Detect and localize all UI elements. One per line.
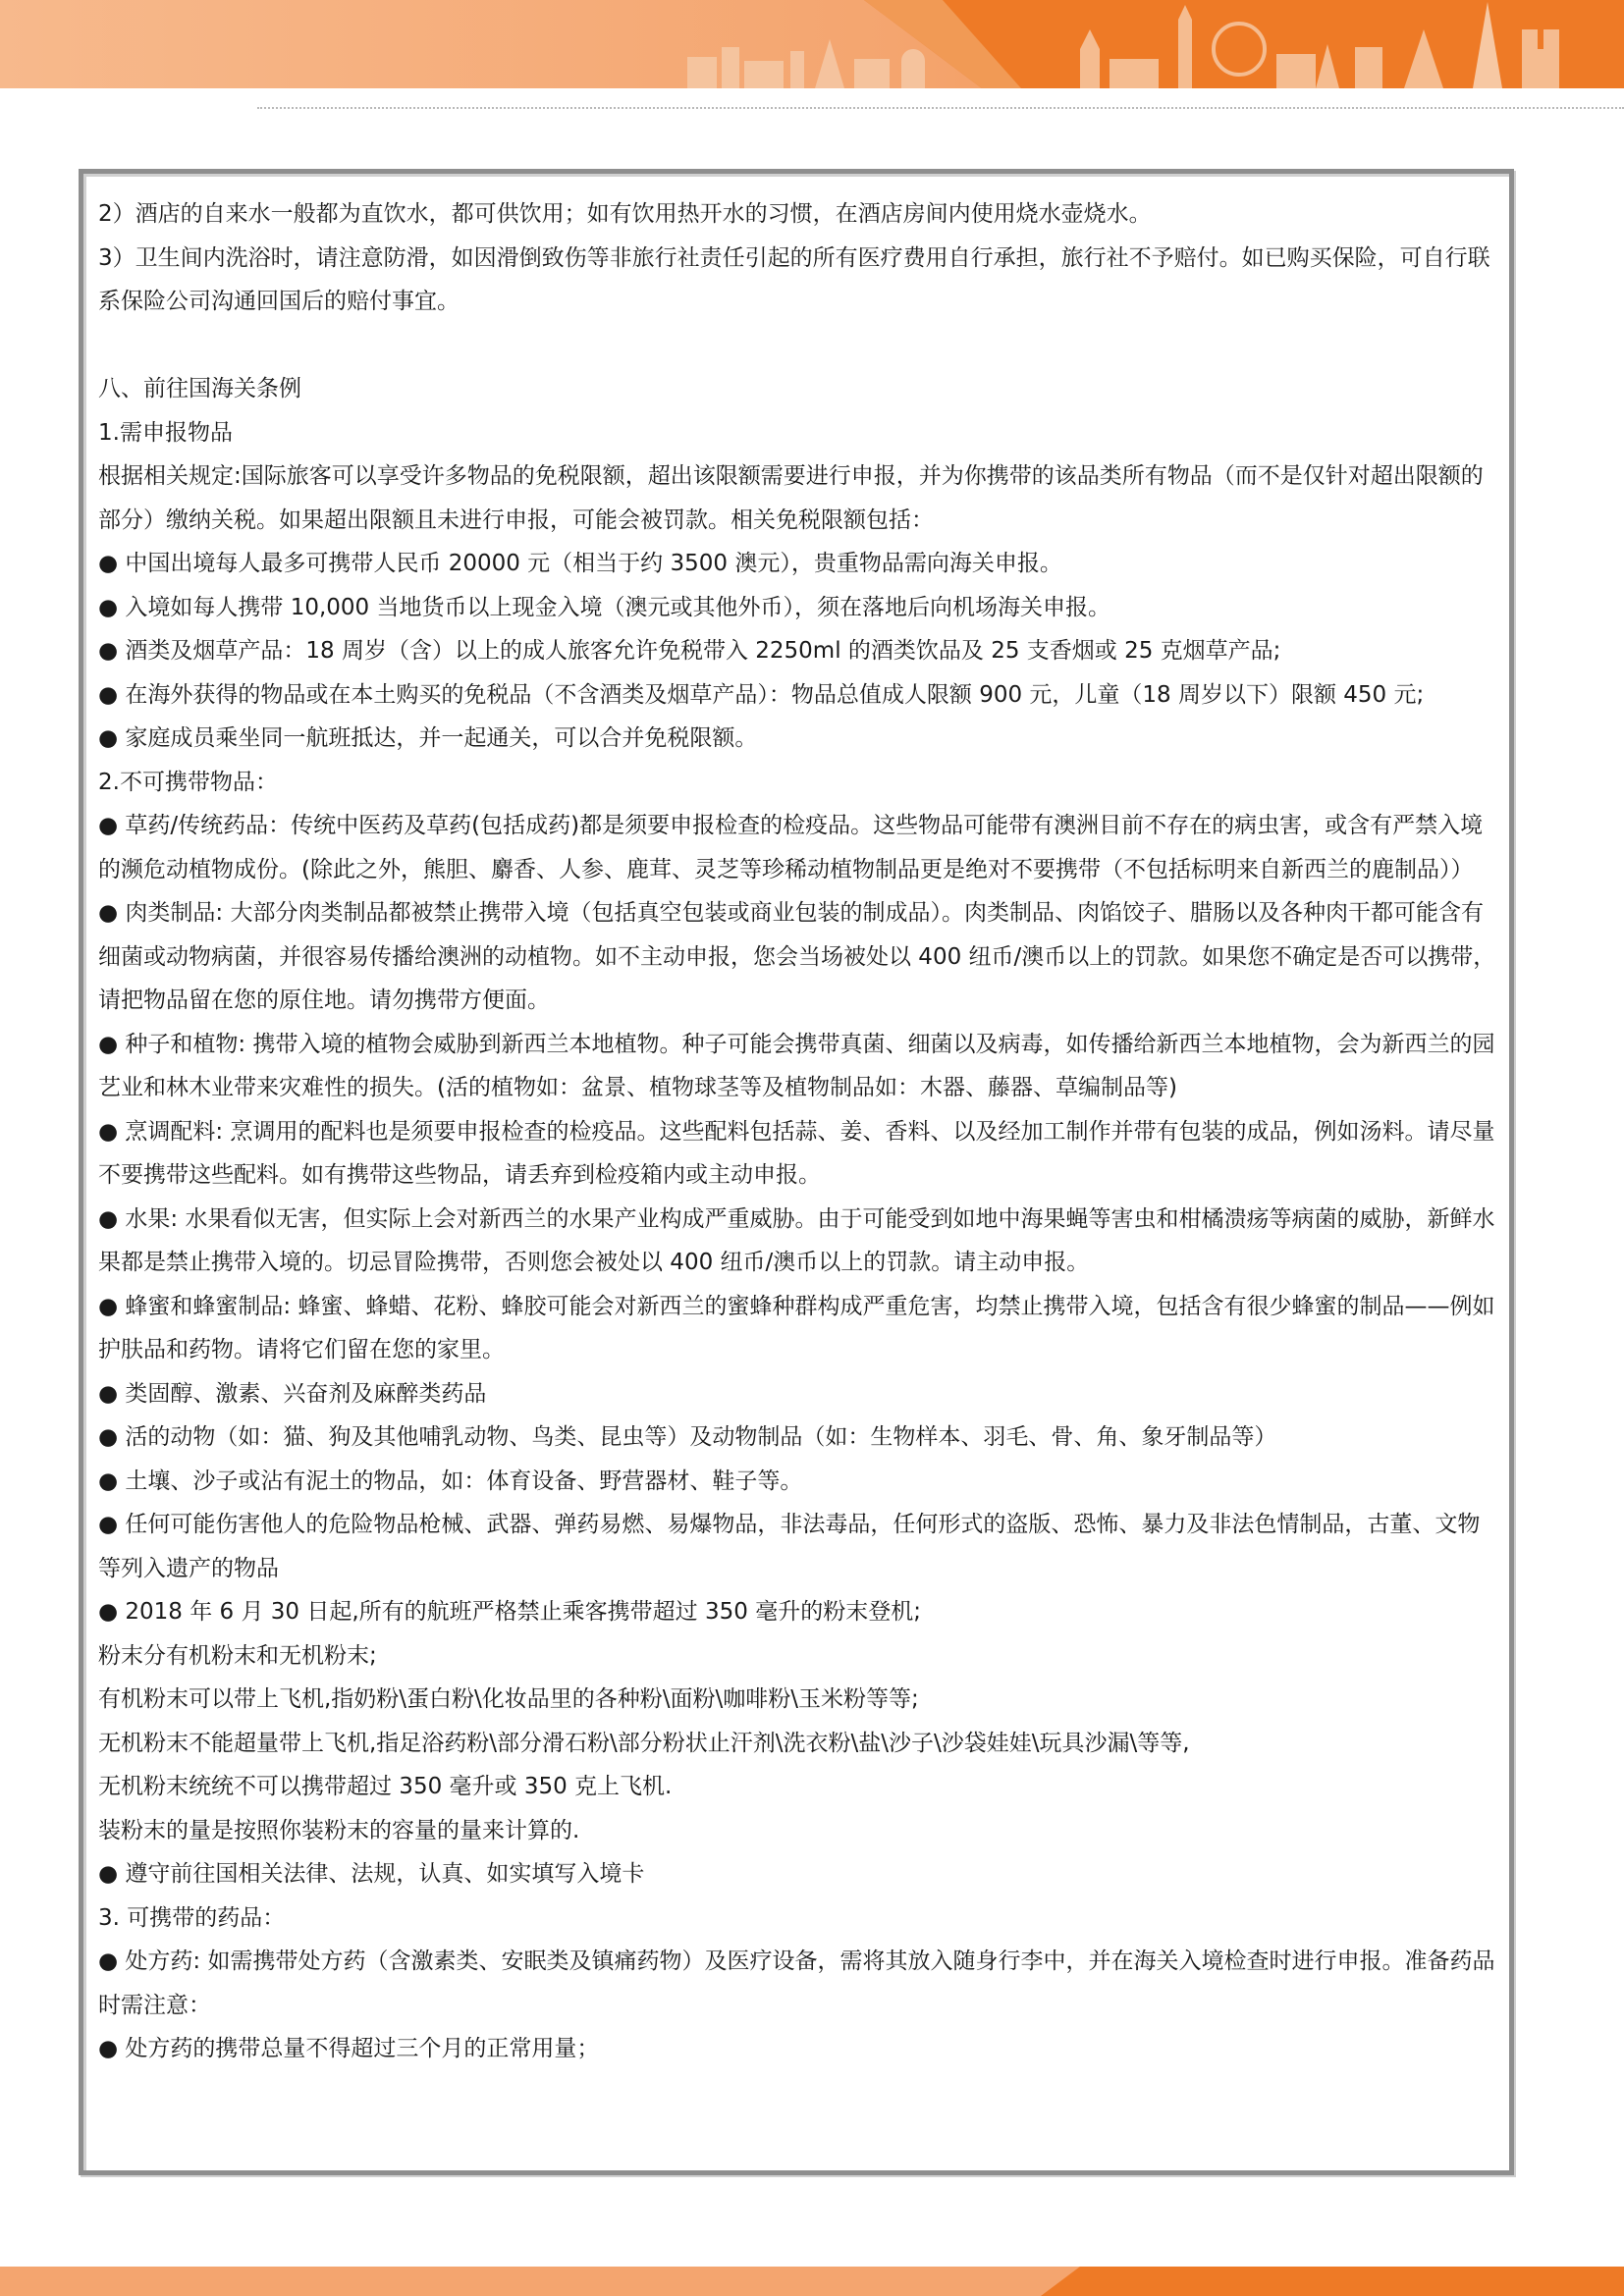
paragraph: 3）卫生间内洗浴时，请注意防滑，如因滑倒致伤等非旅行社责任引起的所有医疗费用自行承担，旅行社不予赔付。如已购买保险，可自行联系保险公司沟通回国后的赔付事宜。	[98, 244, 1490, 314]
bullet-item: ● 处方药: 如需携带处方药（含激素类、安眠类及镇痛药物）及医疗设备，需将其放入随身行李中，并在海关入境检查时进行申报。准备药品时需注意：	[98, 1949, 1495, 2018]
paragraph: 2）酒店的自来水一般都为直饮水，都可供饮用；如有饮用热开水的习惯，在酒店房间内使用烧水壶烧水。	[98, 201, 1152, 227]
bullet-item: ● 遵守前往国相关法律、法规，认真、如实填写入境卡	[98, 1861, 645, 1887]
subsection-heading: 3. 可携带的药品：	[98, 1904, 286, 1931]
bullet-item: ● 任何可能伤害他人的危险物品枪械、武器、弹药易燃、易爆物品，非法毒品，任何形式的盗版、恐怖、暴力及非法色情制品，古董、文物等列入遗产的物品	[98, 1512, 1481, 1581]
paragraph: 根据相关规定:国际旅客可以享受许多物品的免税限额，超出该限额需要进行申报，并为你携带的该品类所有物品（而不是仅针对超出限额的部分）缴纳关税。如果超出限额且未进行申报，可能会被罚款。相关免税限额包括：	[98, 463, 1484, 533]
paragraph: 装粉末的量是按照你装粉末的容量的量来计算的.	[98, 1817, 580, 1843]
section-heading: 八、前往国海关条例	[98, 376, 301, 401]
bullet-item: ● 在海外获得的物品或在本土购买的免税品（不含酒类及烟草产品）：物品总值成人限额 900 元，儿童（18 周岁以下）限额 450 元;	[98, 681, 1425, 708]
bullet-item: ● 水果: 水果看似无害，但实际上会对新西兰的水果产业构成严重威胁。由于可能受到如地中海果蝇等害虫和柑橘溃疡等病菌的威胁，新鲜水果都是禁止携带入境的。切忌冒险携带，否则您会被处以 400 纽币/澳币以上的罚款。请主动申报。	[98, 1205, 1495, 1275]
bullet-item: ● 活的动物（如：猫、狗及其他哺乳动物、鸟类、昆虫等）及动物制品（如：生物样本、羽毛、骨、角、象牙制品等）	[98, 1424, 1277, 1450]
paragraph: 粉末分有机粉末和无机粉末;	[98, 1642, 377, 1669]
bullet-item: ● 酒类及烟草产品：18 周岁（含）以上的成人旅客允许免税带入 2250ml 的酒类饮品及 25 支香烟或 25 克烟草产品;	[98, 638, 1281, 664]
bullet-item: ● 肉类制品: 大部分肉类制品都被禁止携带入境（包括真空包装或商业包装的制成品）。肉类制品、肉馅饺子、腊肠以及各种肉干都可能含有细菌或动物病菌，并很容易传播给澳洲的动植物。如不主动申报，您会当场被处以 400 纽币/澳币以上的罚款。如果您不确定是否可以携带，请把物品留在您的原住地。请勿携带方便面。	[98, 900, 1496, 1013]
bullet-item: ● 入境如每人携带 10,000 当地货币以上现金入境（澳元或其他外币），须在落地后向机场海关申报。	[98, 594, 1110, 620]
bullet-item: ● 烹调配料: 烹调用的配料也是须要申报检查的检疫品。这些配料包括蒜、姜、香料、以及经加工制作并带有包装的成品，例如汤料。请尽量不要携带这些配料。如有携带这些物品，请丢弃到检疫箱内或主动申报。	[98, 1118, 1495, 1188]
header-dotted-rule	[257, 107, 1624, 109]
blank-line	[98, 324, 1502, 368]
bullet-item: ● 种子和植物: 携带入境的植物会威胁到新西兰本地植物。种子可能会携带真菌、细菌以及病毒，如传播给新西兰本地植物，会为新西兰的园艺业和林木业带来灾难性的损失。(活的植物如：盆景、植物球茎等及植物制品如：木器、藤器、草编制品等)	[98, 1031, 1495, 1100]
header-banner	[0, 0, 1624, 88]
bullet-item: ● 中国出境每人最多可携带人民币 20000 元（相当于约 3500 澳元），贵重物品需向海关申报。	[98, 551, 1062, 576]
paragraph: 有机粉末可以带上飞机,指奶粉\蛋白粉\化妆品里的各种粉\面粉\咖啡粉\玉米粉等等;	[98, 1686, 919, 1712]
subsection-heading: 2.不可携带物品：	[98, 769, 278, 795]
bullet-item: ● 土壤、沙子或沾有泥土的物品，如：体育设备、野营器材、鞋子等。	[98, 1468, 803, 1494]
bullet-item: ● 处方药的携带总量不得超过三个月的正常用量；	[98, 2036, 600, 2061]
bullet-item: ● 蜂蜜和蜂蜜制品: 蜂蜜、蜂蜡、花粉、蜂胶可能会对新西兰的蜜蜂种群构成严重危害，均禁止携带入境，包括含有很少蜂蜜的制品——例如护肤品和药物。请将它们留在您的家里。	[98, 1293, 1495, 1362]
subsection-heading: 1.需申报物品	[98, 419, 233, 446]
footer-bar	[0, 2267, 1624, 2296]
paragraph: 无机粉末统统不可以携带超过 350 毫升或 350 克上飞机.	[98, 1774, 673, 1799]
bullet-item: ● 草药/传统药品：传统中医药及草药(包括成药)都是须要申报检查的检疫品。这些物品可能带有澳洲目前不存在的病虫害，或含有严禁入境的濒危动植物成份。(除此之外，熊胆、麝香、人参、鹿茸、灵芝等珍稀动植物制品更是绝对不要携带（不包括标明来自新西兰的鹿制品））	[98, 813, 1484, 882]
bullet-item: ● 2018 年 6 月 30 日起,所有的航班严格禁止乘客携带超过 350 毫升的粉末登机;	[98, 1599, 921, 1625]
bullet-item: ● 家庭成员乘坐同一航班抵达，并一起通关，可以合并免税限额。	[98, 725, 758, 751]
bullet-item: ● 类固醇、激素、兴奋剂及麻醉类药品	[98, 1380, 487, 1407]
paragraph: 无机粉末不能超量带上飞机,指足浴药粉\部分滑石粉\部分粉状止汗剂\洗衣粉\盐\沙子\沙袋娃娃\玩具沙漏\等等,	[98, 1730, 1190, 1756]
document-body	[98, 192, 1502, 2071]
